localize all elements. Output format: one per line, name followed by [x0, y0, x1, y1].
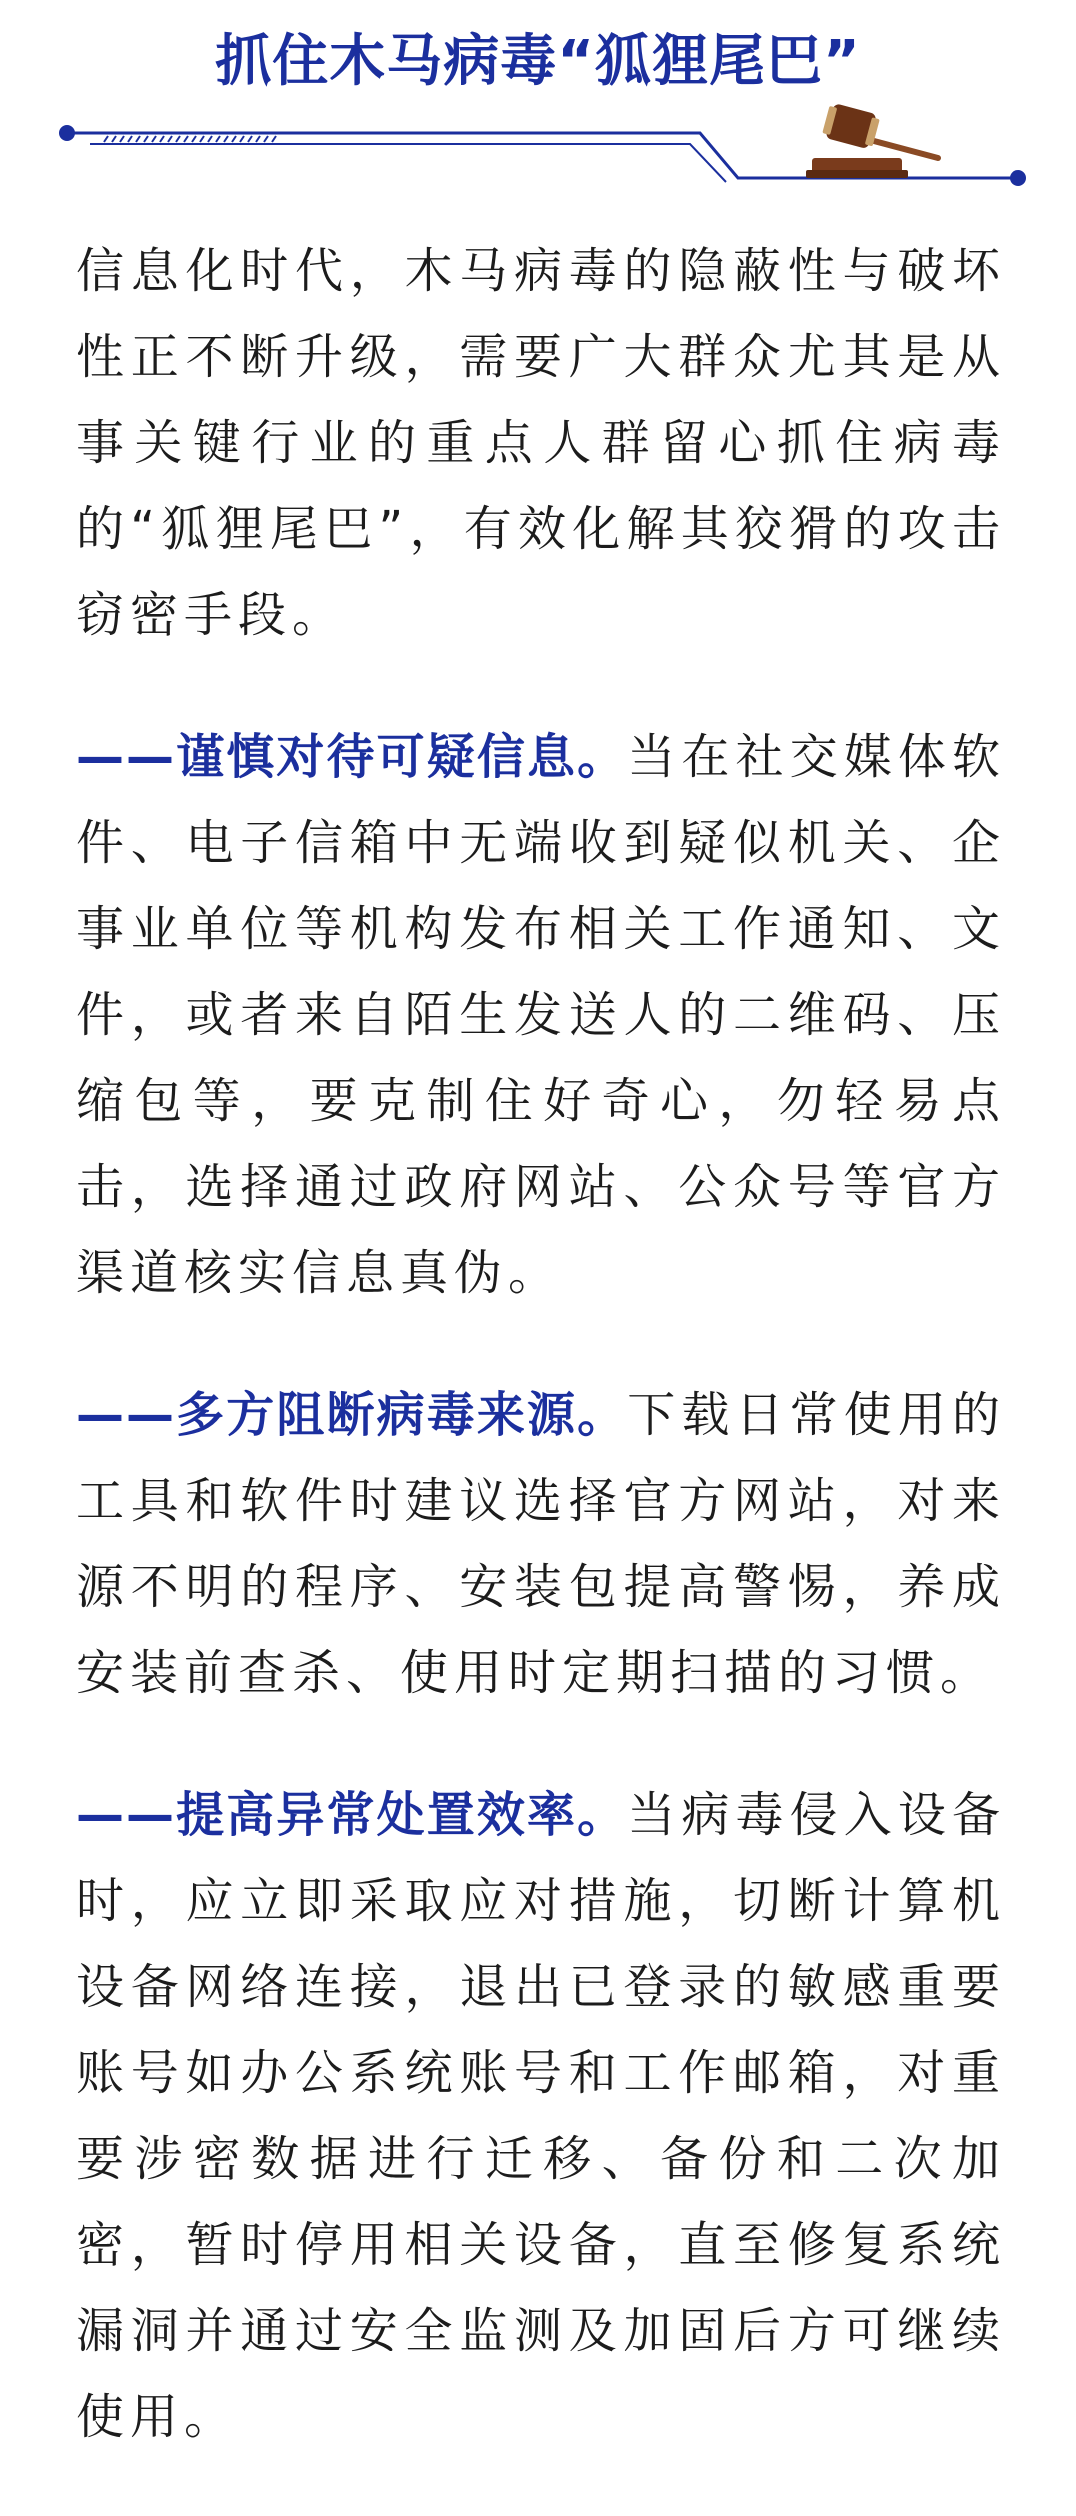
divider-line-thin	[90, 144, 726, 182]
divider-hatch	[104, 136, 276, 142]
intro-paragraph: 信息化时代，木马病毒的隐蔽性与破坏性正不断升级，需要广大群众尤其是从事关键行业的重点人群留心抓住病毒的“狐狸尾巴”，有效化解其狡猾的攻击窃密手段。	[76, 243, 1006, 643]
section-heading: ——提高异常处置效率。	[76, 1787, 628, 1843]
section-body: 当病毒侵入设备时，应立即采取应对措施，切断计算机设备网络连接，退出已登录的敏感重要账号如办公系统账号和工作邮箱，对重要涉密数据进行迁移、备份和二次加密，暂时停用相关设备，直至修复系统漏洞并通过安全监测及加固后方可继续使用。	[76, 1787, 1006, 2445]
gavel-icon	[806, 102, 938, 178]
section-paragraph	[76, 1772, 1006, 2460]
section-body: 当在社交媒体软件、电子信箱中无端收到疑似机关、企事业单位等机构发布相关工作通知、文件，或者来自陌生发送人的二维码、压缩包等，要克制住好奇心，勿轻易点击，选择通过政府网站、公众号等官方渠道核实信息真伪。	[76, 729, 1006, 1301]
section-paragraph	[76, 714, 1006, 1316]
title-divider	[0, 100, 1076, 200]
section-heading: ——多方阻断病毒来源。	[76, 1387, 628, 1443]
section-heading: ——谨慎对待可疑信息。	[76, 729, 628, 785]
divider-right-dot	[1010, 170, 1026, 186]
article-title: 抓住木马病毒“狐狸尾巴”	[215, 29, 861, 94]
section-paragraph	[76, 1372, 1006, 1716]
article-body	[76, 228, 1006, 2516]
section-body: 下载日常使用的工具和软件时建议选择官方网站，对来源不明的程序、安装包提高警惕，养成安装前查杀、使用时定期扫描的习惯。	[76, 1387, 1006, 1701]
